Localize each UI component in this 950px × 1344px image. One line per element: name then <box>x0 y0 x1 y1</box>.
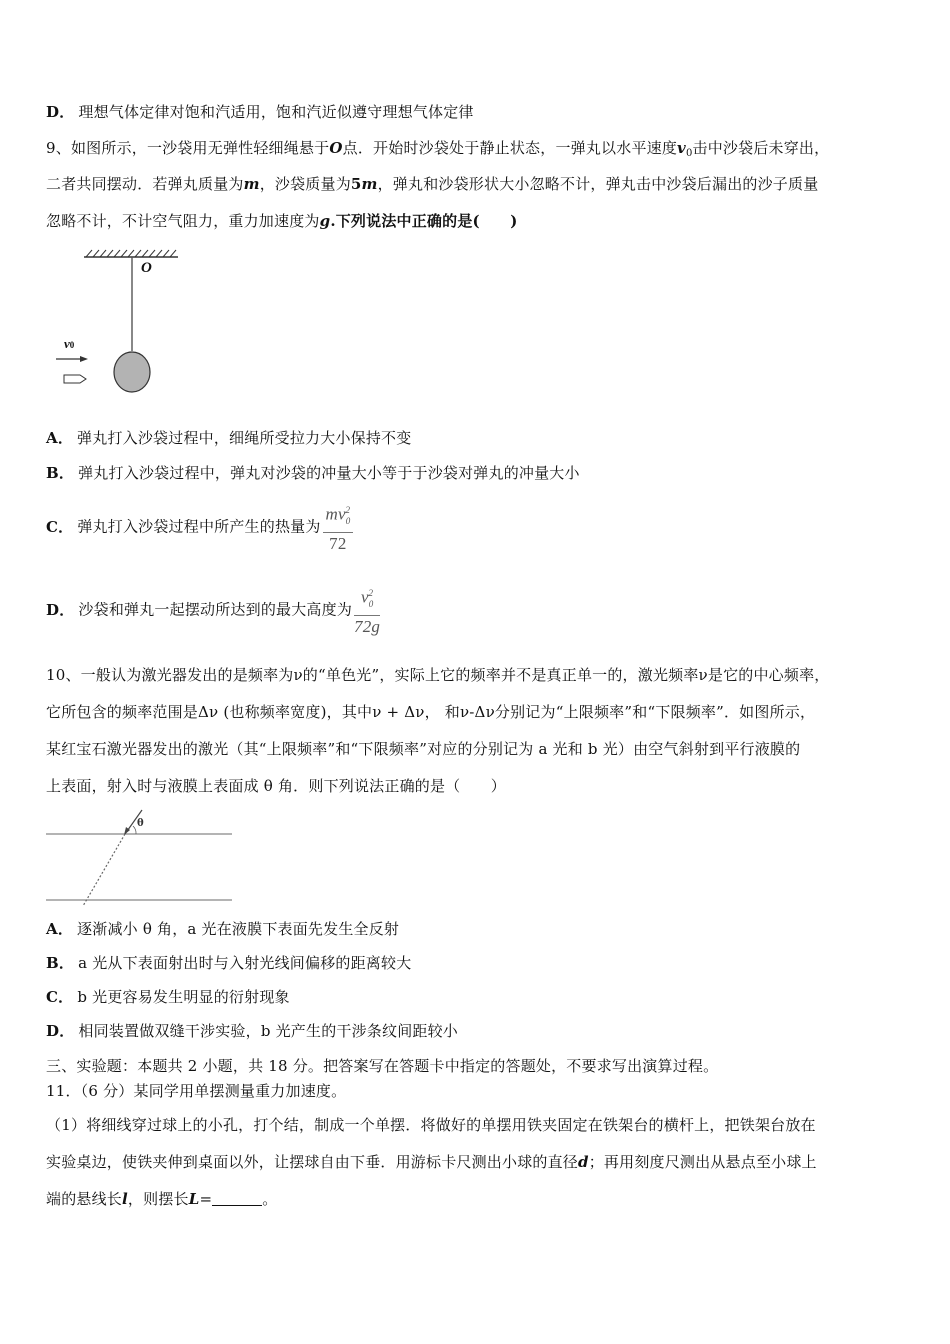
option-label: C． <box>46 517 74 536</box>
frac-sub: 0 <box>345 516 351 527</box>
q10-option-b <box>46 953 411 973</box>
v-label: v <box>64 336 70 351</box>
q9-option-d <box>46 583 380 638</box>
text: 端的悬线长 <box>46 1190 123 1208</box>
frac-den: 72g <box>354 617 381 637</box>
stem-text: 9、如图所示，一沙袋用无弹性轻细绳悬于 <box>46 139 330 157</box>
fraction-c <box>323 500 354 555</box>
option-text: 沙袋和弹丸一起摆动所达到的最大高度为 <box>78 600 353 619</box>
q10-option-c <box>46 987 290 1007</box>
q9-stem-line-1 <box>46 138 829 164</box>
q10-stem-line-1: 10、一般认为激光器发出的是频率为ν的“单色光”，实际上它的频率并不是真正单一的，激光频率ν是它的中心频率， <box>46 666 830 684</box>
frac-num: v <box>361 587 369 607</box>
section-heading: 三、实验题：本题共 2 小题，共 18 分。把答案写在答题卡中指定的答题处，不要求写出演算过程。 <box>46 1057 719 1075</box>
q10-stem-line-2: 它所包含的频率范围是Δν (也称频率宽度)，其中ν + Δν， 和ν-Δν分别记为“上限频率”和“下限频率”．如图所示， <box>46 703 816 721</box>
var-m: m <box>361 175 378 193</box>
frac-sub: 0 <box>368 599 374 610</box>
fraction-d <box>354 583 380 638</box>
stem-text: .下列说法中正确的是( ) <box>330 212 518 230</box>
var-v: v <box>677 139 686 157</box>
velocity-label <box>64 336 74 352</box>
q9-option-a <box>46 428 411 448</box>
text: ，则摆长 <box>127 1190 189 1208</box>
frac-num: mv <box>325 504 346 524</box>
text: ；再用刻度尺测出从悬点至小球上 <box>588 1153 817 1171</box>
frac-den: 72 <box>329 534 347 554</box>
q10-option-d <box>46 1021 458 1041</box>
stem-text: ，弹丸和沙袋形状大小忽略不计，弹丸击中沙袋后漏出的沙子质量 <box>377 175 819 193</box>
var-g: g <box>319 212 331 230</box>
var-sub: 0 <box>685 148 693 159</box>
answer-blank[interactable] <box>212 1191 262 1206</box>
text: = <box>199 1190 213 1208</box>
option-text: 理想气体定律对饱和汽适用，饱和汽近似遵守理想气体定律 <box>78 103 474 121</box>
q11-title: 11．（6 分）某同学用单摆测量重力加速度。 <box>46 1082 347 1100</box>
option-label: B． <box>46 464 75 482</box>
option-label: A． <box>46 429 74 447</box>
stem-text: 忽略不计，不计空气阻力，重力加速度为 <box>46 212 320 230</box>
frac-sup: 2 <box>368 588 374 598</box>
option-label: D． <box>46 1022 75 1040</box>
sandbag <box>114 352 150 392</box>
option-label: A． <box>46 920 74 938</box>
q10-stem-line-3: 某红宝石激光器发出的激光（其“上限频率”和“下限频率”对应的分别记为 a 光和 b 光）由空气斜射到平行液膜的 <box>46 740 801 758</box>
option-text: 弹丸打入沙袋过程中，弹丸对沙袋的冲量大小等于于沙袋对弹丸的冲量大小 <box>78 464 580 482</box>
var-o: O <box>329 139 343 157</box>
var-l: l <box>122 1190 128 1208</box>
q11-part1-line-2 <box>46 1152 817 1172</box>
ceiling-hatch <box>84 250 178 257</box>
q9-option-c <box>46 500 353 555</box>
option-text: a 光从下表面射出时与入射光线间偏移的距离较大 <box>78 954 412 972</box>
option-text: 弹丸打入沙袋过程中，细绳所受拉力大小保持不变 <box>77 429 412 447</box>
option-text: 逐渐减小 θ 角，a 光在液膜下表面先发生全反射 <box>77 920 400 938</box>
pendulum-figure <box>50 245 190 405</box>
option-text: 弹丸打入沙袋过程中所产生的热量为 <box>77 517 321 536</box>
q11-part1-line-1: （1）将细线穿过球上的小孔，打个结，制成一个单摆．将做好的单摆用铁夹固定在铁架台的横杆上，把铁架台放在 <box>46 1116 816 1134</box>
option-text: 相同装置做双缝干涉实验，b 光产生的干涉条纹间距较小 <box>78 1022 458 1040</box>
text: 实验桌边，使铁夹伸到桌面以外，让摆球自由下垂．用游标卡尺测出小球的直径 <box>46 1153 579 1171</box>
stem-text: 击中沙袋后未穿出， <box>692 139 830 157</box>
q9-option-b <box>46 463 580 483</box>
theta-label: θ <box>137 818 144 829</box>
q10-stem-line-4: 上表面，射入时与液膜上表面成 θ 角．则下列说法正确的是（ ） <box>46 777 506 795</box>
option-label: D． <box>46 103 75 121</box>
var-m: m <box>243 175 260 193</box>
stem-text: 点．开始时沙袋处于静止状态，一弹丸以水平速度 <box>342 139 678 157</box>
text: 。 <box>262 1190 278 1208</box>
var-L: L <box>188 1190 200 1208</box>
q11-part1-line-3 <box>46 1189 277 1209</box>
num: 5 <box>350 175 362 193</box>
q9-stem-line-3 <box>46 211 518 231</box>
bullet <box>64 375 86 383</box>
angle-arc <box>133 826 136 834</box>
option-label: B． <box>46 954 75 972</box>
q9-stem-line-2 <box>46 174 818 194</box>
stem-text: 二者共同摆动．若弹丸质量为 <box>46 175 244 193</box>
option-text: b 光更容易发生明显的衍射现象 <box>77 988 290 1006</box>
option-label: D． <box>46 600 75 619</box>
var-d: d <box>578 1153 589 1171</box>
frac-sup: 2 <box>345 505 351 515</box>
option-label: C． <box>46 988 74 1006</box>
q8-option-d <box>46 102 474 122</box>
refracted-ray <box>83 834 125 906</box>
point-o-label: O <box>141 260 152 276</box>
stem-text: ，沙袋质量为 <box>259 175 351 193</box>
v-sub: 0 <box>69 340 75 350</box>
q10-option-a <box>46 919 399 939</box>
